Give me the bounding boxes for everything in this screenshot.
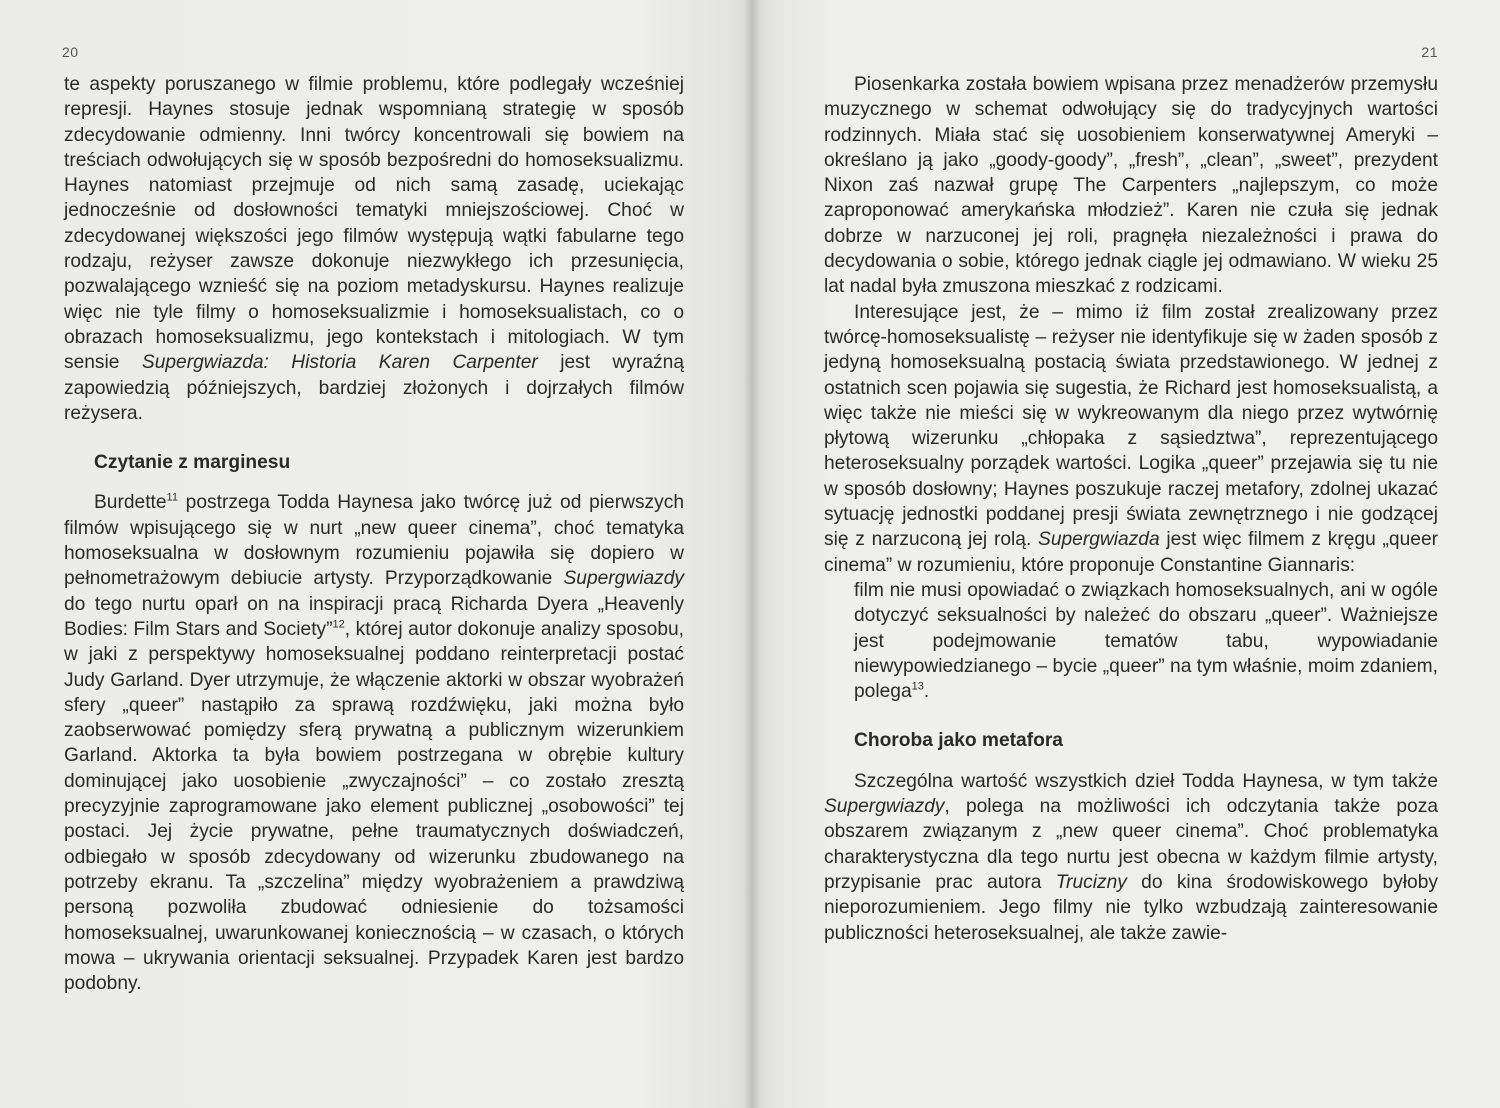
page-number: 21: [1421, 44, 1438, 60]
film-title: Supergwiazdy: [824, 796, 945, 818]
text-column: [824, 72, 1438, 946]
paragraph: Piosenkarka została bowiem wpisana przez menadżerów przemysłu muzycznego w schemat odwołujący się do tradycyjnych wartości rodzinnych. Miała stać się uosobieniem konserwatywnej Ameryki – określano ją jako „goody-goody”, „fresh”, „clean”, „sweet”, prezydent Nixon zaś nazwał grupę The Carpenters „najlepszym, co może zaproponować amerykańska młodzież”. Karen nie czuła się jednak dobrze w narzuconej jej roli, pragnęła niezależności i prawa do decydowania o sobie, którego jednak ciągle jej odmawiano. W wieku 25 lat nadal była zmuszona mieszkać z rodzicami.: [824, 74, 1438, 298]
paragraph: Szczególna wartość wszystkich dzieł Todda Haynesa, w tym także Supergwiazdy, polega na możliwości ich odczytania także poza obszarem związanym z „new queer cinema”. Choć problematyka charakterystyczna dla tego nurtu jest obecna w każdym filmie artysty, przypisanie prac autora Trucizny do kina środowiskowego byłoby nieporozumieniem. Jego filmy nie tylko wzbudzają zainteresowanie publiczności heteroseksualnej, ale także zawie-: [824, 770, 1438, 944]
section-heading: Czytanie z marginesu: [94, 452, 291, 474]
book-gutter: [744, 0, 760, 1108]
footnote-ref: 13: [911, 680, 924, 693]
film-title: Supergwiazda: [1038, 529, 1160, 551]
paragraph: te aspekty poruszanego w filmie problemu, które podlegały wcześniej represji. Haynes stosuje jednak wspomnianą strategię w sposób zdecydowanie odmienny. Inni twórcy koncentrowali się bowiem na treściach odwołujących się w sposób bezpośredni do homoseksualizmu. Haynes natomiast przejmuje od nich samą zasadę, uciekając jednocześnie od dosłowności tematyki mniejszościowej. Choć w zdecydowanej większości jego filmów występują wątki fabularne tego rodzaju, reżyser zawsze dokonuje niezwykłego ich przesunięcia, pozwalającego wznieść się na poziom metadyskursu. Haynes realizuje więc nie tyle filmy o homoseksualizmie i homoseksualistach, co o obrazach homoseksualizmu, jego kontekstach i mitologiach. W tym sensie Supergwiazda: Historia Karen Carpenter jest wyraźną zapowiedzią późniejszych, bardziej złożonych i dojrzałych filmów reżysera.: [64, 74, 684, 424]
footnote-ref: 12: [332, 618, 345, 631]
text-column: [64, 72, 684, 996]
film-title: Supergwiazda: Historia Karen Carpenter: [141, 352, 538, 374]
block-quote: film nie musi opowiadać o związkach homoseksualnych, ani w ogóle dotyczyć seksualności by należeć do obszaru „queer”. Ważniejsze jest podejmowanie tematów tabu, wypowiadanie niewypowiedzianego – bycie „queer” na tym właśnie, moim zdaniem, polega$^{13}$.: [854, 579, 1438, 703]
page-number: 20: [62, 44, 79, 60]
footnote-ref: 11: [166, 492, 178, 505]
section-heading: Choroba jako metafora: [854, 730, 1063, 752]
paragraph: Burdette$^{11}$ postrzega Todda Haynesa jako twórcę już od pierwszych filmów wpisującego się w nurt „new queer cinema”, choć tematyka homoseksualna w dosłownym rozumieniu pojawiła się dopiero w pełnometrażowym debiucie artysty. Przyporządkowanie Supergwiazdy do tego nurtu oparł on na inspiracji pracą Richarda Dyera „Heavenly Bodies: Film Stars and Society”$^{12}$, której autor dokonuje analizy sposobu, w jaki z perspektywy homoseksualnej poddano reinterpretacji postać Judy Garland. Dyer utrzymuje, że włączenie aktorki w obszar wyobrażeń sfery „queer” nastąpiło za sprawą rozdźwięku, jaki można było zaobserwować pomiędzy sferą prywatną a publicznym wizerunkiem Garland. Aktorka ta była bowiem postrzegana w obrębie kultury dominującej jako uosobienie „zwyczajności” – co zostało zresztą precyzyjnie zaprogramowane jako element publicznej „osobowości” tej postaci. Jej życie prywatne, pełne traumatycznych doświadczeń, odbiegało w sposób zdecydowany od wizerunku zbudowanego na potrzeby ekranu. Ta „szczelina” między wyobrażeniem a prawdziwą personą pozwoliła zbudować odniesienie do tożsamości homoseksualnej, uwarunkowanej koniecznością – w czasach, o których mowa – ukrywania orientacji seksualnej. Przypadek Karen jest bardzo podobny.: [64, 492, 684, 995]
paragraph: Interesujące jest, że – mimo iż film został zrealizowany przez twórcę-homoseksualistę – reżyser nie identyfikuje się w żaden sposób z jedyną homoseksualną postacią świata przedstawionego. W jednej z ostatnich scen pojawia się sugestia, że Richard jest homoseksualistą, a więc także nie mieści się w wykreowanym dla niego przez wytwórnię płytową wizerunku „chłopaka z sąsiedztwa”, reprezentującego heteroseksualny porządek wartości. Logika „queer” przejawia się tu nie w sposób dosłowny; Haynes poszukuje raczej metafory, zdolnej ukazać sytuację jednostki poddanej presji świata zewnętrznego i nie godzącej się z narzuconą jej rolą. Supergwiazda jest więc filmem z kręgu „queer cinema” w rozumieniu, które proponuje Constantine Giannaris:: [824, 301, 1438, 576]
film-title: Supergwiazdy: [563, 568, 684, 590]
film-title: Trucizny: [1055, 871, 1127, 893]
right-page: [752, 0, 1500, 1108]
